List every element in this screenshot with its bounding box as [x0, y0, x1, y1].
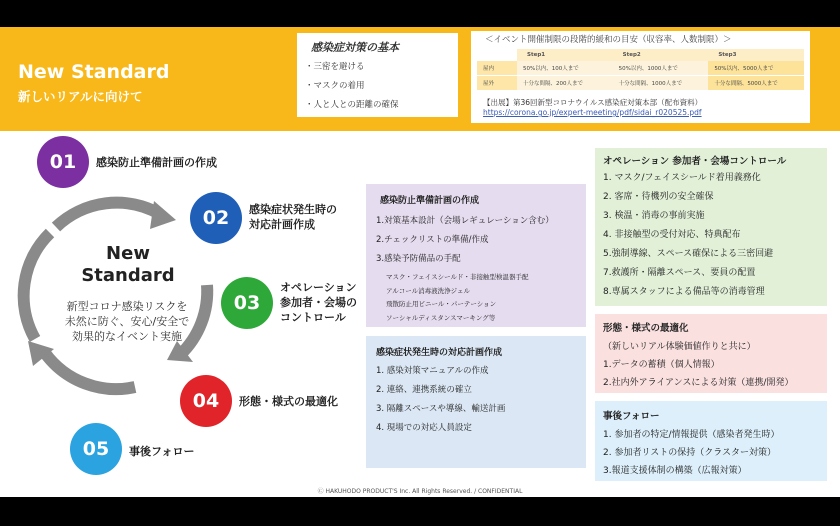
step-label-line: 感染症状発生時の	[249, 203, 337, 216]
box-title: オペレーション 参加者・会場コントロール	[603, 156, 787, 167]
list-item: マスク・フェイスシールド・非接触型検温器手配	[386, 273, 529, 281]
list-item: 3.報道支援体制の構築（広報対策）	[603, 466, 747, 476]
column-header: Step1	[517, 49, 613, 61]
list-item: 3.感染予防備品の手配	[376, 254, 461, 264]
list-item: （新しいリアル体験価値作りと共に）	[603, 342, 756, 352]
step-label-line: 感染防止準備計画の作成	[96, 156, 217, 169]
step-04-label	[239, 394, 338, 409]
list-item: アルコール消毒液洗浄ジェル	[386, 286, 470, 295]
step-label-line: 参加者・会場の	[280, 296, 357, 309]
restriction-title: ＜イベント開催制限の段階的緩和の目安（収容率、人数制限）＞	[485, 35, 732, 45]
basics-item: ・人と人との距離の確保	[305, 100, 399, 110]
box-title: 感染防止準備計画の作成	[380, 196, 480, 206]
follow-up-box	[595, 401, 827, 481]
prevention-plan-box	[366, 184, 586, 327]
page-subtitle: 新しいリアルに向けて	[18, 89, 143, 104]
list-item: 1.対策基本設計（会場レギュレーション含む）	[376, 216, 554, 226]
column-header: Step3	[708, 49, 804, 61]
center-title-line: Standard	[81, 265, 175, 286]
list-item: 1.データの蓄積（個人情報）	[603, 360, 720, 370]
table-cell: 十分な間隔、5000人まで	[708, 76, 804, 91]
copyright-footer: Ⓒ HAKUHODO PRODUCT'S Inc. All Rights Reserved. / CONFIDENTIAL	[317, 488, 523, 495]
basics-title: 感染症対策の基本	[311, 41, 399, 54]
basics-item: ・三密を避ける	[305, 62, 365, 72]
source-link[interactable]: https://corona.go.jp/expert-meeting/pdf/sidai_r020525.pdf	[483, 108, 702, 117]
step-05-circle: 05	[70, 423, 122, 475]
center-desc-line: 新型コロナ感染リスクを	[66, 300, 188, 313]
cycle-arc	[45, 353, 135, 389]
center-title-line: New	[106, 243, 150, 264]
list-item: 8.専属スタッフによる備品等の消毒管理	[603, 287, 765, 297]
list-item: 5.強制導線、スペース確保による三密回避	[603, 249, 774, 259]
center-title	[58, 243, 198, 287]
box-title: 形態・様式の最適化	[603, 323, 689, 334]
list-item: 7.救護所・隔離スペース、要員の配置	[603, 268, 756, 278]
row-label: 屋外	[477, 76, 517, 91]
list-item: 飛散防止用ビニール・パーテーション	[386, 300, 497, 308]
step-label-line: コントロール	[280, 311, 346, 324]
box-sublist	[386, 271, 528, 325]
column-header: Step2	[613, 49, 709, 61]
list-item: 1. 参加者の特定/情報提供（感染者発生時）	[603, 430, 780, 440]
source-note: 【出展】第36回新型コロナウイルス感染症対策本部（配布資料）	[483, 98, 703, 107]
page-title: New Standard	[18, 61, 170, 83]
box-list	[603, 338, 793, 392]
list-item: 2. 客席・待機列の安全確保	[603, 192, 714, 202]
box-title: 事後フォロー	[603, 411, 660, 422]
box-list	[603, 426, 779, 480]
list-item: 4. 現場での対応人員設定	[376, 423, 472, 433]
basics-item: ・マスクの着用	[305, 81, 365, 91]
step-01-label	[96, 155, 217, 170]
list-item: 3. 検温・消毒の事前実施	[603, 211, 705, 221]
step-03-circle: 03	[221, 277, 273, 329]
step-label-line: 事後フォロー	[129, 445, 195, 458]
step-label-line: オペレーション	[280, 281, 357, 294]
format-optimization-box	[595, 314, 827, 393]
box-list	[376, 212, 554, 269]
step-04-circle: 04	[180, 375, 232, 427]
step-02-circle: 02	[190, 192, 242, 244]
box-list	[603, 169, 773, 302]
step-label-line: 形態・様式の最適化	[239, 395, 338, 408]
center-description	[45, 299, 209, 344]
step-03-label	[280, 280, 357, 325]
list-item: 1. マスク/フェイスシールド着用義務化	[603, 173, 761, 183]
box-list	[376, 362, 505, 438]
cycle-arc	[56, 203, 160, 227]
list-item: 2. 連絡、連携系統の確立	[376, 385, 472, 395]
operation-control-box	[595, 148, 827, 306]
list-item: 2.社内外アライアンスによる対策（連携/開発）	[603, 378, 794, 388]
response-plan-box	[366, 336, 586, 468]
list-item: 4. 非接触型の受付対応、特典配布	[603, 230, 741, 240]
step-02-label	[249, 202, 337, 232]
list-item: 2.チェックリストの準備/作成	[376, 235, 489, 245]
table-cell: 十分な間隔、1000人まで	[613, 76, 709, 91]
cycle-ring	[24, 203, 208, 389]
list-item: 1. 感染対策マニュアルの作成	[376, 366, 489, 376]
step-01-circle: 01	[37, 136, 89, 188]
center-desc-line: 未然に防ぐ、安心/安全で	[64, 315, 190, 328]
row-label: 屋内	[477, 61, 517, 76]
table-cell: 50%以内、5000人まで	[708, 61, 804, 76]
step-label-line: 対応計画作成	[249, 218, 315, 231]
arrow-head-icon	[150, 201, 176, 229]
list-item: ソーシャルディスタンスマーキング等	[386, 313, 496, 322]
table-cell: 十分な間隔、200人まで	[517, 76, 613, 91]
slide	[0, 27, 840, 497]
table-cell: 50%以内、1000人まで	[613, 61, 709, 76]
table-cell: 50%以内、100人まで	[517, 61, 613, 76]
list-item: 2. 参加者リストの保持（クラスター対策）	[603, 448, 776, 458]
list-item: 3. 隔離スペースや導線、輸送計画	[376, 404, 506, 414]
box-title: 感染症状発生時の対応計画作成	[376, 348, 503, 358]
step-05-label	[129, 444, 194, 459]
center-desc-line: 効果的なイベント実施	[72, 330, 182, 343]
